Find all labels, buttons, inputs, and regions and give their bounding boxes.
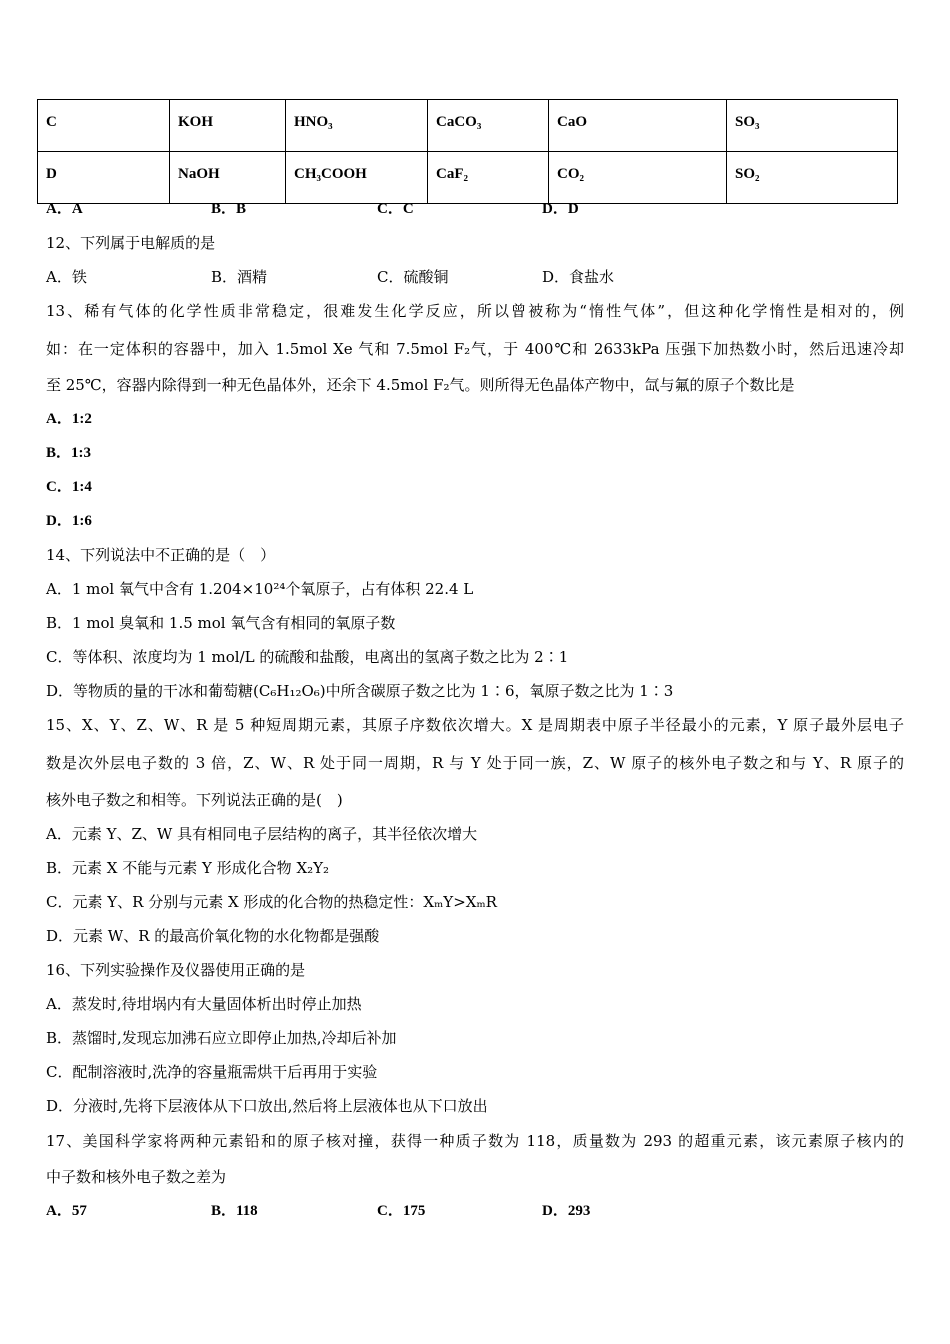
table-cell: SO₂	[727, 152, 898, 204]
q11-option-b: B．B	[211, 201, 247, 217]
q15-option-d: D．元素 W、R 的最高价氧化物的水化物都是强酸	[46, 927, 380, 945]
q17-stem-line-2: 中子数和核外电子数之差为	[46, 1168, 227, 1186]
q15-option-b: B．元素 X 不能与元素 Y 形成化合物 X₂Y₂	[46, 859, 330, 877]
table-cell: CaF₂	[428, 152, 549, 204]
q12-option-a: A．铁	[46, 268, 87, 286]
table-cell: CaCO₃	[428, 100, 549, 152]
q12-option-c: C．硫酸铜	[377, 268, 449, 286]
q14-option-b: B．1 mol 臭氧和 1.5 mol 氧气含有相同的氧原子数	[46, 614, 396, 632]
q17-option-a: A．57	[46, 1203, 87, 1219]
table-row	[38, 100, 898, 152]
q14-option-d: D．等物质的量的干冰和葡萄糖(C₆H₁₂O₆)中所含碳原子数之比为 1∶6，氧原子数之比为 1∶3	[46, 682, 674, 700]
q14-option-c: C．等体积、浓度均为 1 mol/L 的硫酸和盐酸，电离出的氢离子数之比为 2∶1	[46, 648, 569, 666]
q13-stem-line-3: 至 25℃，容器内除得到一种无色晶体外，还余下 4.5mol F₂气。则所得无色晶体产物中，氙与氟的原子个数比是	[46, 376, 795, 394]
q13-stem-line-2: 如：在一定体积的容器中，加入 1.5mol Xe 气和 7.5mol F₂气，于 400℃和 2633kPa 压强下加热数小时，然后迅速冷却	[46, 340, 904, 358]
table-cell: KOH	[170, 100, 286, 152]
q15-stem-line-2: 数是次外层电子数的 3 倍，Z、W、R 处于同一周期，R 与 Y 处于同一族，Z、W 原子的核外电子数之和与 Y、R 原子的	[46, 754, 904, 772]
q17-stem-line-1: 17、美国科学家将两种元素铅和的原子核对撞，获得一种质子数为 118，质量数为 293 的超重元素，该元素原子核内的	[46, 1132, 904, 1150]
q17-option-c: C．175	[377, 1203, 426, 1219]
q16-option-a: A．蒸发时,待坩埚内有大量固体析出时停止加热	[46, 995, 362, 1013]
table-cell: D	[38, 152, 170, 204]
table-cell: NaOH	[170, 152, 286, 204]
q17-option-b: B．118	[211, 1203, 258, 1219]
q13-stem-line-1: 13、稀有气体的化学性质非常稳定，很难发生化学反应，所以曾被称为“惰性气体”，但这种化学惰性是相对的，例	[46, 302, 904, 320]
chemical-classification-table	[37, 99, 898, 204]
table-cell: SO₃	[727, 100, 898, 152]
q15-stem-line-3: 核外电子数之和相等。下列说法正确的是( )	[46, 791, 343, 809]
q14-stem: 14、下列说法中不正确的是（ ）	[46, 546, 276, 564]
q17-option-d: D．293	[542, 1203, 591, 1219]
q16-option-b: B．蒸馏时,发现忘加沸石应立即停止加热,冷却后补加	[46, 1029, 397, 1047]
q13-option-d: D．1:6	[46, 513, 92, 529]
q11-option-c: C．C	[377, 201, 414, 217]
table-cell: CO₂	[549, 152, 727, 204]
q16-option-c: C．配制溶液时,洗净的容量瓶需烘干后再用于实验	[46, 1063, 378, 1081]
table-cell: C	[38, 100, 170, 152]
q14-option-a: A．1 mol 氧气中含有 1.204×10²⁴个氧原子，占有体积 22.4 L	[46, 580, 474, 598]
q15-option-c: C．元素 Y、R 分别与元素 X 形成的化合物的热稳定性：XₘY>XₘR	[46, 893, 497, 911]
table-row	[38, 152, 898, 204]
q11-option-a: A．A	[46, 201, 83, 217]
q16-stem: 16、下列实验操作及仪器使用正确的是	[46, 961, 306, 979]
table-cell: HNO₃	[286, 100, 428, 152]
q13-option-c: C．1:4	[46, 479, 92, 495]
q12-stem: 12、下列属于电解质的是	[46, 234, 216, 252]
table-cell: CaO	[549, 100, 727, 152]
q12-option-d: D．食盐水	[542, 268, 615, 286]
table-cell: CH₃COOH	[286, 152, 428, 204]
q13-option-b: B．1:3	[46, 445, 92, 461]
q13-option-a: A．1:2	[46, 411, 92, 427]
q12-option-b: B．酒精	[211, 268, 268, 286]
q16-option-d: D．分液时,先将下层液体从下口放出,然后将上层液体也从下口放出	[46, 1097, 488, 1115]
q11-option-d: D．D	[542, 201, 579, 217]
q15-stem-line-1: 15、X、Y、Z、W、R 是 5 种短周期元素，其原子序数依次增大。X 是周期表中原子半径最小的元素，Y 原子最外层电子	[46, 716, 904, 734]
q15-option-a: A．元素 Y、Z、W 具有相同电子层结构的离子，其半径依次增大	[46, 825, 478, 843]
